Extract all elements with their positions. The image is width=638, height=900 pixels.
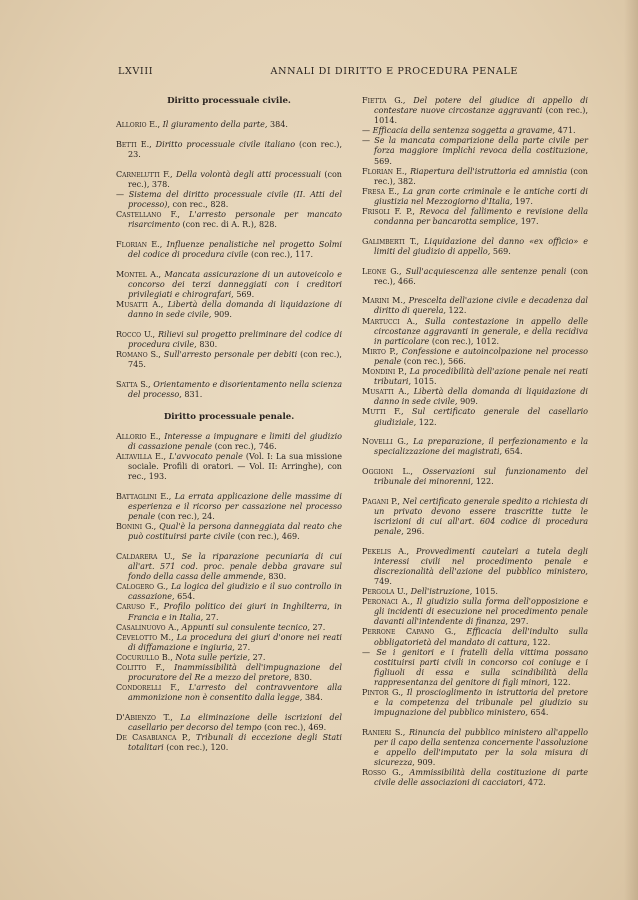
entry-title: Sull'acquiescenza alle sentenze penali [405, 266, 567, 276]
index-entry [116, 330, 342, 350]
entry-gap [362, 287, 588, 297]
entry-gap [362, 537, 588, 547]
entry-gap [362, 257, 588, 267]
entry-reference: (con rec.), 378. [128, 169, 342, 189]
entry-author: Montel A., [116, 269, 162, 279]
entry-gap [116, 130, 342, 140]
entry-reference: 122. [448, 306, 467, 316]
section-heading-civil: Diritto processuale civile. [167, 96, 291, 106]
entry-title: Interesse a impugnare e limiti del giudizio di cassazione penale [128, 431, 342, 451]
entry-reference: 27. [237, 642, 251, 652]
entry-author: Marini M., [362, 296, 406, 306]
index-entry [116, 380, 342, 400]
index-entry [116, 683, 342, 703]
entry-reference: (con rec.), 466. [374, 266, 589, 286]
entry-title: Influenze penalistiche nel progetto Solmi del codice di procedura civile [128, 239, 342, 259]
entry-author: Fietta G., [362, 96, 406, 105]
running-title: ANNALI DI DIRITTO E PROCEDURA PENALE [270, 66, 518, 77]
entry-reference: 27. [205, 612, 219, 622]
entry-author: Satta S., [116, 379, 151, 389]
index-entry [362, 627, 588, 647]
index-entry [116, 240, 342, 260]
entry-title: Ammissibilità della costituzione di parte civile delle associazioni di cacciatori, [374, 768, 589, 788]
index-entry [362, 768, 588, 788]
entry-author: Musatti A., [362, 387, 410, 397]
entry-title: Libertà della domanda di liquidazione di danno in sede civile, [374, 387, 588, 407]
entry-title: Orientamento e disorientamento nella scienza del processo, [128, 379, 342, 399]
page-number: LXVIII [118, 66, 154, 77]
entry-title: Il giudizio sulla forma dell'opposizione e gli incidenti di esecuzione nel procedimento penale davanti all'intendente di finanza, [374, 597, 588, 627]
entry-reference: 569. [374, 156, 392, 166]
entry-gap [116, 260, 342, 270]
entry-reference: 471. [557, 126, 576, 136]
entry-reference: 27. [312, 622, 326, 632]
entry-title: Sistema del diritto processuale civile (II. Atti del processo), [128, 189, 343, 209]
entry-author: Galimberti T., [362, 236, 420, 246]
index-entry [116, 120, 342, 130]
left-column [116, 96, 342, 753]
entry-reference: 569. [236, 289, 255, 299]
entry-reference: 122. [418, 417, 437, 427]
entry-author: Bonini G., [116, 522, 157, 532]
index-entry [116, 633, 342, 653]
entry-title: Revoca del fallimento e revisione della condanna per bancarotta semplice, [374, 207, 588, 227]
entry-reference: 384. [270, 120, 288, 130]
entry-reference: 1015. [474, 587, 498, 597]
index-entry [116, 350, 342, 370]
index-entry [362, 126, 588, 136]
entry-author: Battaglini E., [116, 491, 172, 501]
entry-gap [116, 370, 342, 380]
entry-title: Della volontà degli atti processuali [175, 169, 321, 179]
entry-reference: (con rec. di A. R.), 828. [182, 220, 277, 230]
index-entry [116, 522, 342, 542]
entry-author: Mutti F., [362, 407, 404, 417]
entry-gap [116, 230, 342, 240]
entry-gap [362, 227, 588, 237]
entry-title: Del potere del giudice di appello di contestare nuove circostanze aggravanti [374, 96, 588, 116]
entry-author: — [362, 647, 371, 657]
entry-gap [362, 457, 588, 467]
entry-author: Pergola U., [362, 587, 409, 597]
index-entry [116, 270, 342, 300]
index-entry [116, 623, 342, 633]
entry-gap [362, 428, 588, 438]
entry-author: Caruso F., [116, 602, 160, 612]
index-entry [116, 140, 342, 160]
index-entry [362, 547, 588, 587]
entry-author: — [362, 136, 371, 146]
entry-title: L'avvocato penale [169, 452, 243, 461]
entry-title: Il giuramento della parte, [162, 120, 268, 130]
index-entry [362, 437, 588, 457]
entry-title: Nel certificato generale spedito a richiesta di un privato devono essere trascritte tutte le iscrizioni di cui all'art. 604 codice di procedura penale, [374, 496, 588, 537]
entry-title: Rinuncia del pubblico ministero all'appello per il capo della sentenza concernente l'assoluzione e appello dell'imputato per la sola misura di sicurezza, [374, 727, 588, 768]
entry-author: Romano S., [116, 349, 161, 359]
entry-title: Riapertura dell'istruttoria ed amnistia [410, 166, 568, 176]
entry-author: Mondini P., [362, 367, 407, 377]
entry-title: Mancata assicurazione di un autoveicolo e concorso dei terzi danneggiati con i creditori privilegiati e chirografari, [128, 269, 342, 299]
entry-author: Florian E., [116, 239, 163, 249]
index-entry [362, 597, 588, 627]
entry-author: Carnelutti F., [116, 169, 173, 179]
entry-title: La procedibilità dell'azione penale nei reati tributari, [374, 367, 588, 387]
entry-title: Provvedimenti cautelari a tutela degli interessi civili nel procedimento penale e discrezionalità dell'azione del pubblico ministero, [374, 546, 588, 576]
entry-reference: 830. [268, 572, 287, 582]
entry-reference: 909. [417, 758, 436, 768]
penal-entries [116, 432, 342, 754]
entry-title: Sul certificato generale del casellario giudiziale, [374, 407, 588, 427]
entry-title: Dell'istruzione, [410, 587, 473, 597]
entry-reference: 122. [532, 637, 551, 647]
right-column [362, 96, 588, 788]
index-entry [116, 713, 342, 733]
entry-reference: 296. [406, 527, 425, 537]
entry-reference: 122. [475, 477, 494, 487]
index-entry [116, 733, 342, 753]
entry-title: La errata applicazione delle massime di esperienza e il ricorso per cassazione nel processo penale [128, 491, 343, 522]
index-entry [116, 492, 342, 522]
entry-reference: 569. [492, 246, 511, 256]
entry-author: Florian E., [362, 166, 408, 176]
page-edge-shadow [624, 0, 638, 900]
index-entry [362, 207, 588, 227]
section-heading-penal: Diritto processuale penale. [163, 411, 295, 422]
entry-reference: (con rec.), 746. [214, 441, 277, 451]
entry-reference: (con rec.), 745. [128, 349, 342, 369]
entry-reference: (con rec.), 120. [166, 743, 229, 753]
entry-reference: 831. [184, 389, 203, 399]
entry-reference: 830. [199, 339, 218, 349]
entry-title: Se la riparazione pecuniaria di cui all'art. 571 cod. proc. penale debba gravare sul fondo della cassa delle ammende, [128, 551, 342, 582]
entry-reference: 654. [177, 592, 196, 602]
entry-reference: (con rec.), 1014. [374, 106, 588, 126]
entry-author: Peronaci A., [362, 597, 413, 607]
entry-author: Betti E., [116, 139, 152, 149]
entry-gap [116, 542, 342, 552]
entry-reference: (con rec.), 566. [403, 356, 466, 366]
entry-title: La preparazione, il perfezionamento e la specializzazione dei magistrati, [374, 437, 588, 457]
index-entry [362, 187, 588, 207]
index-entry [362, 267, 588, 287]
entry-author: Cocurullo B., [116, 652, 173, 662]
index-entry [362, 497, 588, 537]
entry-reference: (con rec.), 469. [264, 723, 327, 733]
entry-author: Fresa E., [362, 186, 400, 196]
entry-author: Calogero G., [116, 582, 169, 592]
entry-reference: 909. [214, 309, 232, 319]
entry-title: Tribunali di eccezione degli Stati totalitari [128, 733, 342, 753]
entry-gap [116, 160, 342, 170]
entry-reference: 909. [460, 397, 478, 407]
entry-reference: 384. [304, 693, 323, 703]
entry-author: Perrone Capano G., [362, 627, 457, 637]
index-entry [362, 347, 588, 367]
entry-reference: 27. [252, 652, 266, 662]
entry-title: Nota sulle perizie, [175, 652, 251, 662]
entry-author: Mirto P., [362, 346, 399, 356]
entry-author: Rosso G., [362, 768, 404, 778]
entry-author: Rocco U., [116, 329, 156, 339]
index-entry [362, 136, 588, 166]
index-entry [362, 96, 588, 126]
index-entry [362, 296, 588, 316]
entry-title: Sulla contestazione in appello delle circostanze aggravanti in generale, e della recidiva in particolare [374, 316, 588, 346]
entry-reference: (con rec.), 1012. [431, 336, 500, 346]
entry-title: Efficacia della sentenza soggetta a gravame, [372, 126, 556, 136]
entry-title: Efficacia dell'indulto sulla obbligatorietà del mandato di cattura, [374, 627, 589, 647]
entry-title: Osservazioni sul funzionamento del tribunale dei minorenni, [374, 466, 588, 487]
index-entry [362, 648, 588, 688]
entry-author: Frisoli F. P., [362, 207, 415, 217]
entry-title: L'arresto personale per mancato risarcimento [128, 209, 342, 230]
entry-gap [362, 718, 588, 728]
entry-title: Profilo politico dei giuri in Inghilterra, in Francia e in Italia, [128, 602, 342, 622]
index-entry [362, 387, 588, 407]
entry-author: Ranieri S., [362, 727, 406, 737]
index-entry [116, 452, 342, 482]
entry-author: Allorio E., [116, 120, 161, 130]
entry-reference: 472. [527, 778, 546, 788]
entry-title: La gran corte criminale e le antiche corti di giustizia nel Mezzogiorno d'Italia, [374, 186, 588, 206]
entry-author: Novelli G., [362, 437, 409, 447]
entry-reference: 197. [520, 217, 539, 227]
entry-title: Inammissibilità dell'impugnazione del procuratore del Re a mezzo del pretore, [128, 662, 342, 683]
entry-title: La eliminazione delle iscrizioni del casellario per decorso del tempo [128, 712, 342, 733]
entry-reference: (con rec.), 469. [237, 532, 300, 542]
entry-author: — [362, 126, 371, 136]
entry-title: Diritto processuale civile italiano [155, 139, 296, 149]
entry-author: Cevelotto M., [116, 632, 174, 642]
entry-title: Liquidazione del danno «ex officio» e limiti del giudizio di appello, [374, 236, 588, 256]
entry-author: Pintor G., [362, 688, 404, 698]
entry-reference: 830. [294, 673, 313, 683]
index-entry [362, 587, 588, 597]
index-entry [116, 582, 342, 602]
entry-reference: (con rec.), 23. [128, 139, 343, 159]
entry-reference: (con rec.), 382. [374, 166, 588, 186]
entry-reference: 1015. [413, 377, 437, 387]
entry-author: D'Abienzo T., [116, 712, 173, 722]
index-entry [362, 467, 588, 487]
entry-title: Sull'arresto personale per debiti [163, 349, 298, 359]
index-entry [116, 552, 342, 582]
entry-author: Colitto F., [116, 662, 165, 672]
index-entry [116, 602, 342, 622]
entry-title: La logica del giudizio e il suo controllo in cassazione, [128, 582, 342, 602]
entry-title: Il proscioglimento in istruttoria del pretore e la competenza del tribunale pel giudizio su impugnazione del pubblico ministero, [374, 688, 588, 718]
entry-author: Allorio E., [116, 431, 161, 441]
entry-reference: 654. [530, 708, 549, 718]
entry-title: La procedura dei giuri d'onore nei reati di diffamazione e ingiuria, [128, 632, 343, 652]
entry-author: Casalinuovo A., [116, 622, 180, 632]
index-entry [116, 210, 342, 230]
entry-title: Prescelta dell'azione civile e decadenza dal diritto di querela, [374, 296, 588, 316]
entry-reference: 297. [510, 617, 529, 627]
entry-gap [116, 482, 342, 492]
index-entry [362, 407, 588, 427]
entry-reference: (Vol. I: La sua missione sociale. Profili di oratori. — Vol. II: Arringhe), con rec., 193. [128, 452, 342, 482]
entry-author: De Casabianca P., [116, 733, 191, 743]
entry-author: Caldarera U., [116, 551, 176, 561]
entry-title: Se la mancata comparizione della parte civile per forza maggiore implichi revoca della costituzione, [374, 136, 588, 156]
index-entry [116, 653, 342, 663]
entry-gap [116, 320, 342, 330]
index-entry [362, 367, 588, 387]
entry-author: Leone G., [362, 266, 402, 276]
entry-author: Altavilla E., [116, 452, 166, 461]
entry-reference: 197. [515, 196, 533, 206]
entry-reference: (con rec.), 24. [157, 512, 215, 522]
index-entry [116, 170, 342, 190]
index-entry [362, 728, 588, 768]
index-entry [362, 688, 588, 718]
index-entry [116, 432, 342, 452]
index-entry [116, 300, 342, 320]
entry-author: Pekelis A., [362, 546, 410, 556]
entry-reference: 654. [504, 447, 523, 457]
entry-reference: 749. [374, 577, 392, 586]
index-entry [116, 663, 342, 683]
index-entry [116, 190, 342, 210]
entry-title: Confessione e autoincolpazione nel processo penale [374, 346, 588, 366]
index-entry [362, 237, 588, 257]
entry-title: Rilievi sul progetto preliminare del codice di procedura civile, [128, 329, 343, 349]
index-entry [362, 317, 588, 347]
entry-title: Se i genitori e i fratelli della vittima possano costituirsi parti civili in concorso coi coniuge e i figliuoli di essa e sulla scindibilità della rappresentanza del genitore di figli minori, [374, 647, 588, 687]
entry-author: Castellano F., [116, 209, 180, 219]
penal-entries-continued [362, 96, 588, 788]
entry-author: Martucci A., [362, 316, 418, 326]
entry-author: Musatti A., [116, 299, 164, 309]
entry-title: Libertà della domanda di liquidazione di danno in sede civile, [128, 299, 342, 319]
entry-reference: 122. [552, 677, 571, 687]
entry-title: Appunti sul consulente tecnico, [181, 622, 310, 632]
entry-reference: (con rec.), 117. [250, 249, 314, 259]
entry-title: Qual'è la persona danneggiata dal reato che può costituirsi parte civile [128, 522, 342, 542]
entry-author: Condorelli F., [116, 683, 180, 693]
entry-author: Pagani P., [362, 496, 400, 506]
entry-reference: con rec., 828. [172, 199, 229, 209]
civil-entries [116, 120, 342, 400]
index-entry [362, 167, 588, 187]
entry-gap [116, 703, 342, 713]
entry-author: Oggioni L., [362, 466, 413, 476]
entry-author: — [116, 189, 125, 199]
entry-title: L'arresto del contravventore alla ammonizione non è consentito dalla legge, [128, 683, 343, 703]
entry-gap [362, 487, 588, 497]
